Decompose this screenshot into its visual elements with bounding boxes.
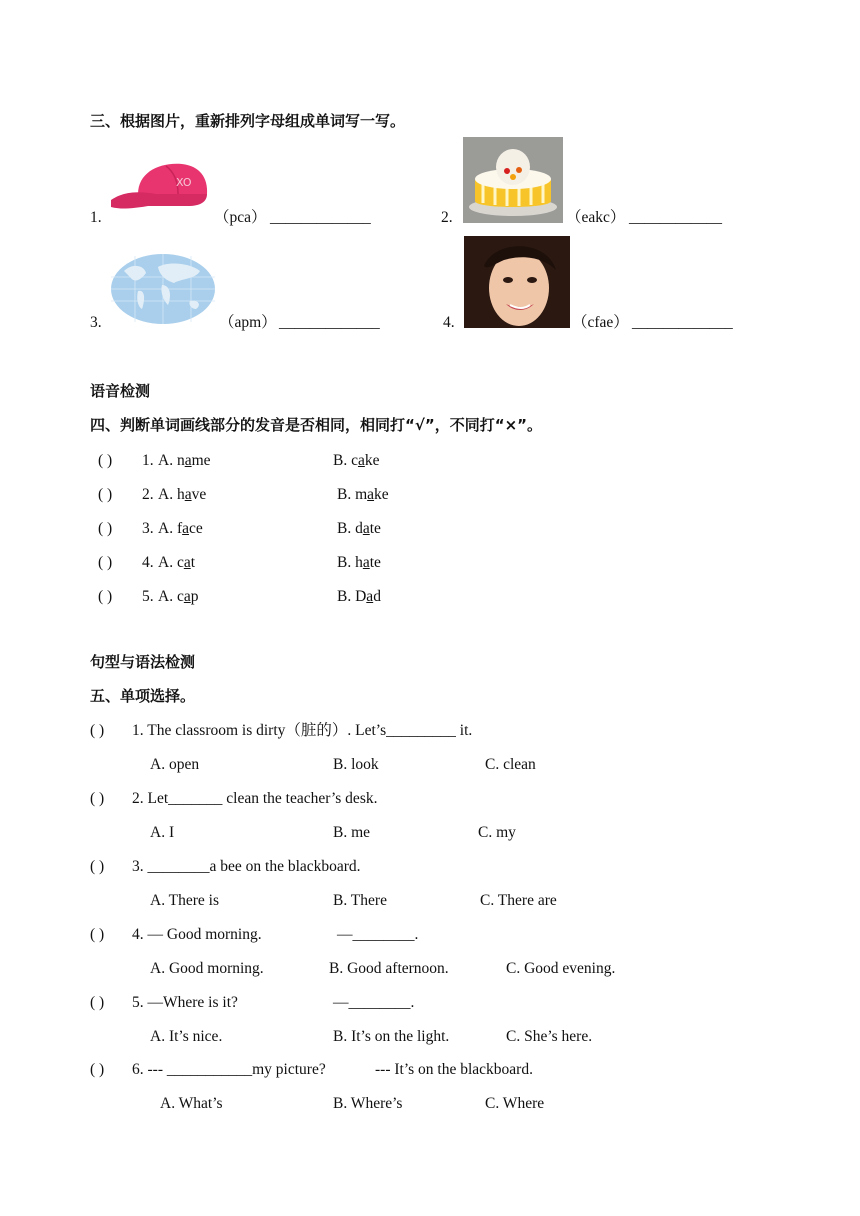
question-answer-paren[interactable]: ( ) — [90, 994, 105, 1011]
phonics-option-b: B. cake — [333, 452, 380, 469]
grammar-title: 五、单项选择。 — [90, 687, 196, 705]
phonics-answer-paren[interactable]: ( ) — [98, 554, 113, 571]
question-response: —________. — [337, 926, 419, 943]
option-c: C. Good evening. — [506, 960, 616, 977]
phonics-option-a: A. cat — [158, 554, 196, 571]
option-b: B. Good afternoon. — [329, 960, 449, 977]
face-image — [464, 236, 570, 328]
option-c: C. There are — [480, 892, 557, 909]
item3-answer-blank[interactable]: _____________ — [279, 314, 380, 331]
option-b: B. There — [333, 892, 387, 909]
question-text: 4. — Good morning. — [132, 926, 262, 943]
item4-number: 4. — [443, 314, 455, 331]
option-b: B. me — [333, 824, 371, 841]
option-b: B. Where’s — [333, 1095, 403, 1112]
phonics-heading: 语音检测 — [90, 382, 151, 400]
item2-number: 2. — [441, 209, 453, 226]
phonics-option-a: A. face — [158, 520, 203, 537]
item4-answer-blank[interactable]: _____________ — [632, 314, 733, 331]
option-c: C. clean — [485, 756, 536, 773]
question-response: --- It’s on the blackboard. — [375, 1061, 533, 1078]
phonics-option-b: B. date — [337, 520, 381, 537]
question-text: 3. ________a bee on the blackboard. — [132, 858, 361, 875]
world-map-icon — [110, 251, 216, 327]
phonics-answer-paren[interactable]: ( ) — [98, 520, 113, 537]
phonics-option-b: B. make — [337, 486, 389, 503]
option-a: A. open — [150, 756, 200, 773]
item1-answer-blank[interactable]: _____________ — [270, 209, 371, 226]
phonics-answer-paren[interactable]: ( ) — [98, 452, 113, 469]
option-a: A. There is — [150, 892, 220, 909]
cake-image — [463, 137, 563, 223]
item1-letters: （pca） — [214, 209, 267, 226]
item2-answer-blank[interactable]: ____________ — [629, 209, 722, 226]
question-answer-paren[interactable]: ( ) — [90, 790, 105, 807]
option-c: C. my — [478, 824, 516, 841]
phonics-number: 1. — [142, 452, 154, 469]
option-b: B. It’s on the light. — [333, 1028, 450, 1045]
item1-number: 1. — [90, 209, 102, 226]
question-text: 6. --- ___________my picture? — [132, 1061, 326, 1078]
phonics-option-b: B. Dad — [337, 588, 381, 605]
section3-title: 三、根据图片，重新排列字母组成单词写一写。 — [90, 112, 406, 130]
option-a: A. I — [150, 824, 175, 841]
option-c: C. She’s here. — [506, 1028, 593, 1045]
item2-letters: （eakc） — [566, 209, 626, 226]
phonics-title: 四、判断单词画线部分的发音是否相同，相同打“√”，不同打“×”。 — [90, 416, 543, 434]
question-answer-paren[interactable]: ( ) — [90, 722, 105, 739]
item4-letters: （cfae） — [572, 314, 629, 331]
question-answer-paren[interactable]: ( ) — [90, 1061, 105, 1078]
face-icon — [464, 236, 570, 328]
item3-letters: （apm） — [219, 314, 277, 331]
question-response: —________. — [333, 994, 415, 1011]
cap-icon — [108, 160, 213, 217]
phonics-answer-paren[interactable]: ( ) — [98, 588, 113, 605]
option-a: A. It’s nice. — [150, 1028, 223, 1045]
option-c: C. Where — [485, 1095, 545, 1112]
phonics-option-b: B. hate — [337, 554, 381, 571]
svg-text:XO: XO — [176, 176, 192, 189]
question-text: 2. Let_______ clean the teacher’s desk. — [132, 790, 378, 807]
map-image — [110, 251, 216, 327]
option-a: A. Good morning. — [150, 960, 264, 977]
phonics-number: 5. — [142, 588, 154, 605]
option-b: B. look — [333, 756, 379, 773]
phonics-answer-paren[interactable]: ( ) — [98, 486, 113, 503]
phonics-option-a: A. have — [158, 486, 207, 503]
grammar-heading: 句型与语法检测 — [90, 653, 196, 671]
question-text: 1. The classroom is dirty（脏的）. Let’s_________ it. — [132, 722, 473, 739]
item3-number: 3. — [90, 314, 102, 331]
phonics-number: 3. — [142, 520, 154, 537]
option-a: A. What’s — [160, 1095, 223, 1112]
question-answer-paren[interactable]: ( ) — [90, 926, 105, 943]
cap-image — [108, 160, 213, 217]
phonics-number: 4. — [142, 554, 154, 571]
question-text: 5. —Where is it? — [132, 994, 238, 1011]
phonics-option-a: A. name — [158, 452, 211, 469]
cake-icon — [463, 137, 563, 223]
question-answer-paren[interactable]: ( ) — [90, 858, 105, 875]
phonics-number: 2. — [142, 486, 154, 503]
phonics-option-a: A. cap — [158, 588, 199, 605]
